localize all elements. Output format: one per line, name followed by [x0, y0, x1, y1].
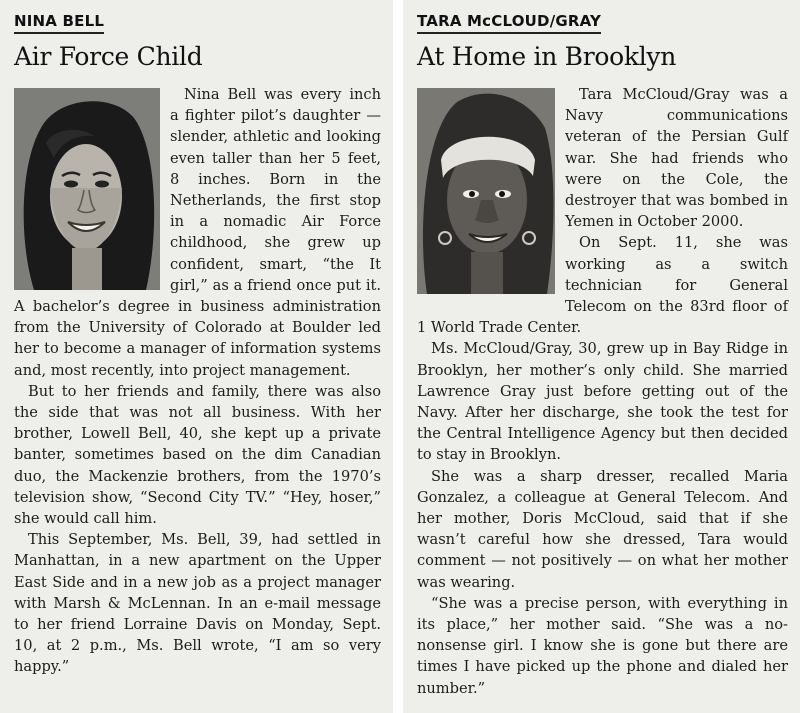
article-body: [14, 84, 381, 678]
profile-clipping-nina-bell: [0, 0, 393, 713]
paragraph-2: On Sept. 11, she was working as a switch technician for General Telecom on the 83rd floor of 1 World Trade Center.: [417, 234, 788, 337]
portrait-photo: [14, 88, 160, 290]
clipping-content: [14, 0, 381, 713]
portrait-photo: [417, 88, 555, 294]
paragraph-3: Ms. McCloud/Gray, 30, grew up in Bay Ridge in Brooklyn, her mother’s only child. She married Lawrence Gray just before getting out of the Navy. After her discharge, she took the test for the Central Intelligence Agency but then decided to stay in Brooklyn.: [417, 340, 788, 464]
name-tag: TARA McCLOUD/GRAY: [417, 12, 601, 34]
paragraph-4: She was a sharp dresser, recalled Maria Gonzalez, a colleague at General Telecom. And her mother, Doris McCloud, said that if she wasn’t careful how she dressed, Tara would comment — not positively — on what her mother was wearing.: [417, 467, 788, 591]
name-tag: NINA BELL: [14, 12, 104, 34]
paragraph-1: Tara McCloud/Gray was a Navy communications veteran of the Persian Gulf war. She had friends who were on the Cole, the destroyer that was bombed in Yemen in October 2000.: [565, 86, 788, 231]
headline: Air Force Child: [14, 42, 203, 71]
profile-clipping-tara-mccloud-gray: [403, 0, 800, 713]
headline: At Home in Brooklyn: [417, 42, 677, 71]
paragraph-2: But to her friends and family, there was also the side that was not all business. With her brother, Lowell Bell, 40, she kept up a private banter, sometimes based on the dim Canadian duo, the Mackenzie brothers, from the 1970’s television show, “Second City TV.” “Hey, hoser,” she would call him.: [14, 382, 381, 528]
clipping-content: [417, 0, 788, 713]
article-body: [417, 84, 788, 699]
paragraph-1: Nina Bell was every inch a fighter pilot’s daughter — slender, athletic and looking even taller than her 5 feet, 8 inches. Born in the Netherlands, the first stop in a nomadic Air Force childhood, she grew up confident, smart, “the It girl,” as a friend once put it. A bachelor’s degree in business administration from the University of Colorado at Boulder led her to become a manager of information systems and, most recently, into project management.: [14, 86, 381, 379]
paragraph-5: “She was a precise person, with everything in its place,” her mother said. “She was a no-nonsense girl. I know she is gone but there are times I have picked up the phone and dialed her number.”: [417, 594, 788, 697]
paragraph-3: This September, Ms. Bell, 39, had settled in Manhattan, in a new apartment on the Upper East Side and in a new job as a project manager with Marsh & McLennan. In an e-mail message to her friend Lorraine Davis on Monday, Sept. 10, at 2 p.m., Ms. Bell wrote, “I am so very happy.”: [14, 531, 381, 676]
